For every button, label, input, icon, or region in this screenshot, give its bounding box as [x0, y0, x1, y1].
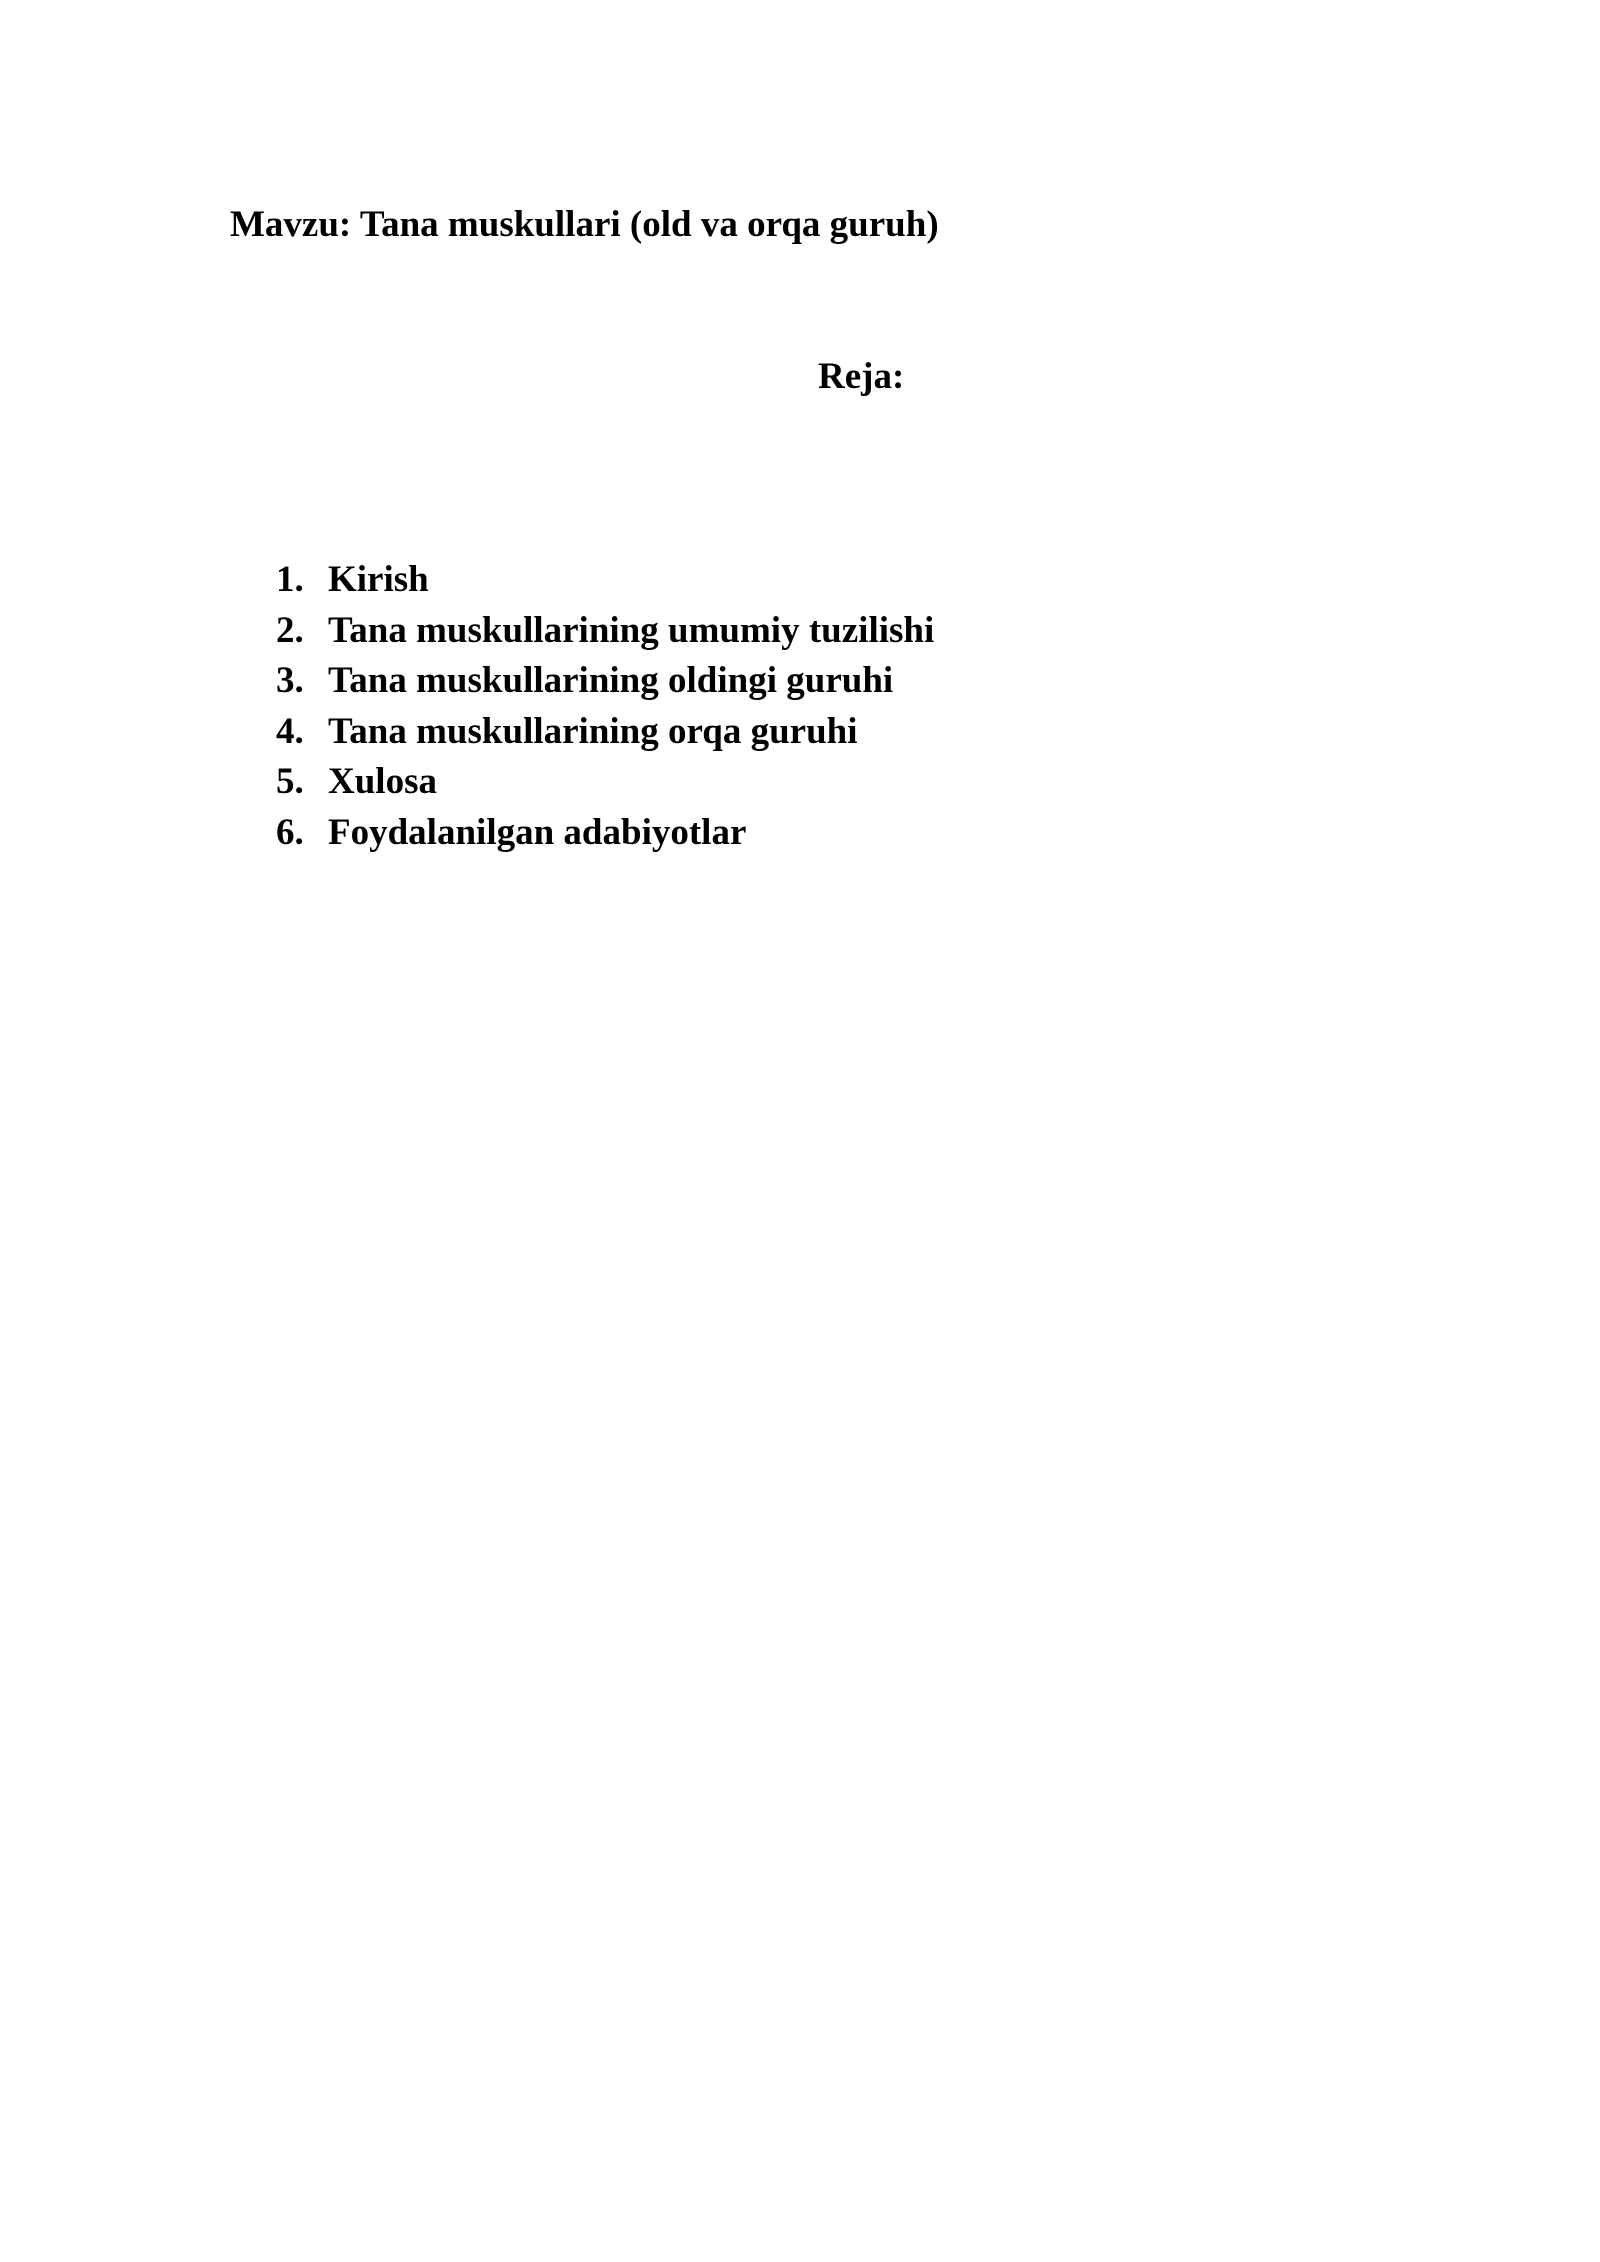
plan-list: [276, 555, 934, 858]
document-title: Mavzu: Tana muskullari (old va orqa guruh): [230, 204, 939, 245]
plan-item-text: Tana muskullarining oldingi guruhi: [328, 660, 894, 701]
plan-item-number: 2.: [276, 609, 304, 651]
plan-item: [276, 757, 934, 808]
plan-item: [276, 808, 934, 859]
plan-item-number: 3.: [276, 660, 304, 701]
plan-item: [276, 707, 934, 758]
plan-item-number: 4.: [276, 710, 304, 752]
plan-item-text: Tana muskullarining orqa guruhi: [328, 710, 858, 752]
plan-item-number: 5.: [276, 761, 304, 802]
plan-item-number: 1.: [276, 559, 304, 600]
plan-heading: Reja:: [818, 356, 905, 397]
plan-item-text: Foydalanilgan adabiyotlar: [328, 811, 747, 853]
plan-item-text: Tana muskullarining umumiy tuzilishi: [328, 609, 935, 651]
plan-item: [276, 555, 934, 606]
plan-item: [276, 656, 934, 707]
plan-item: [276, 606, 934, 657]
plan-item-text: Xulosa: [328, 761, 437, 802]
plan-item-number: 6.: [276, 811, 304, 853]
plan-item-text: Kirish: [328, 559, 429, 600]
